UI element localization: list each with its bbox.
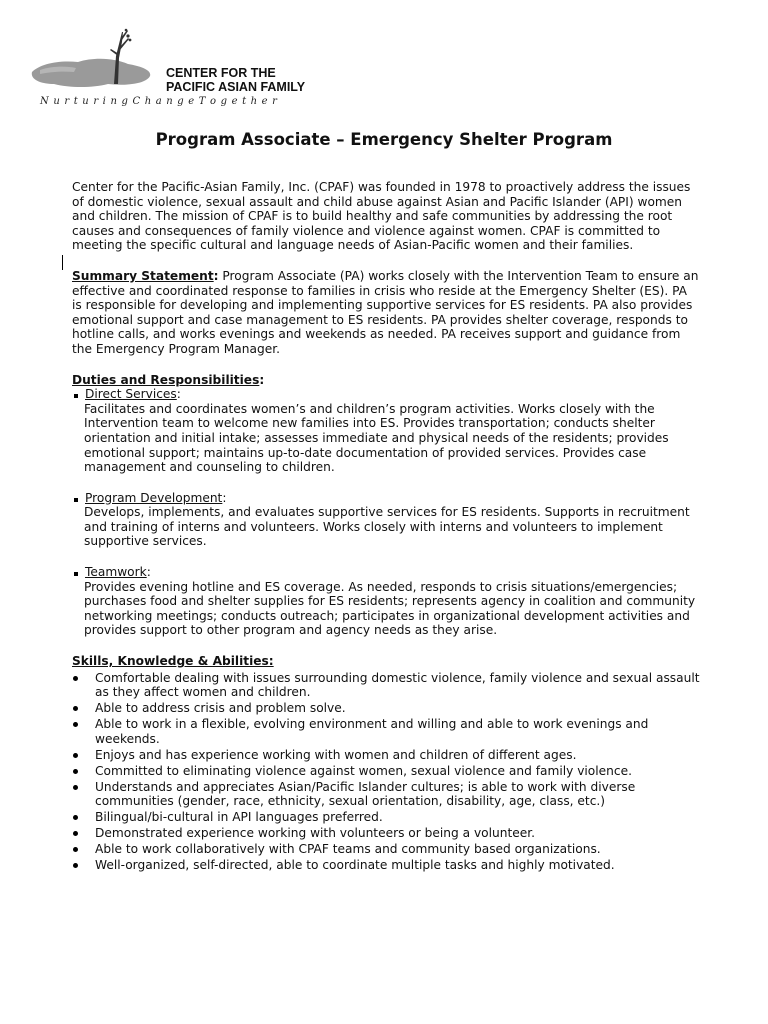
intro-paragraph: Center for the Pacific-Asian Family, Inc. (CPAF) was founded in 1978 to proactively address the issues of domestic violence, sexual assault and child abuse against Asian and Pacific Islander (API) women and children. The mission of CPAF is to build healthy and safe communities by addressing the root causes and consequences of family violence and violence against women. CPAF is committed to meeting the specific cultural and language needs of Asian-Pacific women and their families. xyxy=(72,180,691,253)
cpaf-logo xyxy=(30,26,330,116)
duties-heading-text: Duties and Responsibilities xyxy=(72,372,260,387)
list-item xyxy=(72,701,700,716)
skill-text: Bilingual/bi-cultural in API languages preferred. xyxy=(95,810,383,825)
skill-text: Able to work collaboratively with CPAF teams and community based organizations. xyxy=(95,842,601,857)
duties-heading xyxy=(72,373,700,388)
summary-label: Summary Statement xyxy=(72,268,214,283)
duty-head: Teamwork : xyxy=(72,565,700,580)
skill-text: Committed to eliminating violence against women, sexual violence and family violence. xyxy=(95,763,632,778)
skills-list xyxy=(72,671,700,873)
square-bullet-icon xyxy=(74,498,78,502)
bullet-icon xyxy=(73,676,78,681)
duty-title: Program Development xyxy=(85,490,223,505)
list-item xyxy=(72,826,700,841)
intro-section xyxy=(72,180,700,253)
square-bullet-icon xyxy=(74,572,78,576)
bullet-icon xyxy=(73,722,78,727)
skill-text: Demonstrated experience working with volunteers or being a volunteer. xyxy=(95,826,535,841)
list-item xyxy=(72,748,700,763)
duty-head: Direct Services : xyxy=(72,387,700,402)
skill-text: Well-organized, self-directed, able to coordinate multiple tasks and highly motivated. xyxy=(95,858,615,873)
duty-text: Develops, implements, and evaluates supportive services for ES residents. Supports in recruitment and training of interns and volunteers. Works closely with interns and volunteers to implement supportive services. xyxy=(84,505,690,549)
list-item xyxy=(72,671,700,700)
bullet-icon xyxy=(73,769,78,774)
list-item xyxy=(72,858,700,873)
tagline: N u r t u r i n g C h a n g e T o g e t h e r xyxy=(40,96,278,107)
duty-item-teamwork xyxy=(72,565,700,638)
bullet-icon xyxy=(73,753,78,758)
list-item xyxy=(72,764,700,779)
list-item xyxy=(72,780,700,809)
list-item xyxy=(72,842,700,857)
summary-section xyxy=(72,269,700,357)
tree-landscape-icon xyxy=(30,26,160,96)
square-bullet-icon xyxy=(74,394,78,398)
bullet-icon xyxy=(73,815,78,820)
duty-title: Direct Services xyxy=(85,387,177,402)
duty-text: Provides evening hotline and ES coverage. As needed, responds to crisis situations/emergencies; purchases food and shelter supplies for ES residents; represents agency in coalition and community networking meetings; conducts outreach; participates in organizational development activities and provides support to other program and agency needs as they arise. xyxy=(84,579,696,638)
duties-heading-colon: : xyxy=(259,372,265,387)
bullet-icon xyxy=(73,847,78,852)
duty-text: Facilitates and coordinates women’s and children’s program activities. Works closely with the Intervention team to welcome new families into ES. Provides transportation; conducts shelter orientation and initial intake; assesses immediate and physical needs of the residents; provides emotional support; maintains up-to-date documentation of provided services. Provides case management and counseling to children. xyxy=(84,401,669,475)
skill-text: Comfortable dealing with issues surrounding domestic violence, family violence and sexual assault as they affect women and children. xyxy=(95,670,700,700)
bullet-icon xyxy=(73,706,78,711)
duty-title: Teamwork xyxy=(85,565,147,580)
skill-text: Able to work in a flexible, evolving environment and willing and able to work evenings and weekends. xyxy=(95,717,649,746)
summary-colon: : xyxy=(213,268,219,283)
org-name-line1: CENTER FOR THE xyxy=(166,66,276,80)
change-bar xyxy=(62,255,63,270)
document-body xyxy=(72,180,700,874)
summary-text: Program Associate (PA) works closely with the Intervention Team to ensure an effective and coordinated response to families in crisis who reside at the Emergency Shelter (ES). PA is responsible for developing and implementing supportive services for ES residents. PA also provides emotional support and case management to ES residents. PA provides shelter coverage, responds to hotline calls, and works evenings and weekends as needed. PA receives support and guidance from the Emergency Program Manager. xyxy=(72,268,699,356)
skills-heading: Skills, Knowledge & Abilities: xyxy=(72,654,274,669)
skill-text: Able to address crisis and problem solve. xyxy=(95,701,346,716)
list-item xyxy=(72,717,700,746)
org-name xyxy=(166,66,305,94)
bullet-icon xyxy=(73,863,78,868)
duty-head: Program Development : xyxy=(72,491,700,506)
duty-item-program-development xyxy=(72,491,700,549)
org-name-line2: PACIFIC ASIAN FAMILY xyxy=(166,80,306,94)
page-title: Program Associate – Emergency Shelter Program xyxy=(155,130,613,149)
bullet-icon xyxy=(73,785,78,790)
skill-text: Understands and appreciates Asian/Pacific Islander cultures; is able to work with diverse communities (gender, race, ethnicity, sexual orientation, disability, age, class, etc.) xyxy=(95,779,636,809)
skill-text: Enjoys and has experience working with women and children of different ages. xyxy=(95,747,577,762)
list-item xyxy=(72,810,700,825)
bullet-icon xyxy=(73,831,78,836)
duty-item-direct-services xyxy=(72,387,700,475)
